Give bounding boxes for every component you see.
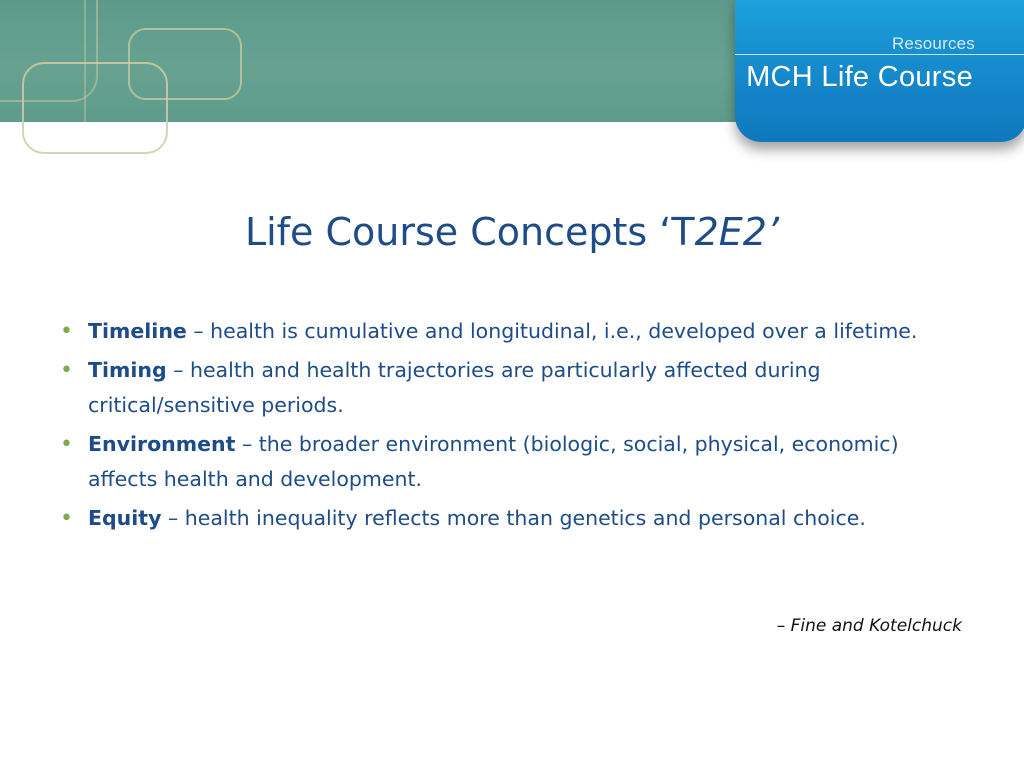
list-item-environment bbox=[60, 427, 960, 497]
list-item-timing bbox=[60, 353, 960, 423]
concept-list bbox=[60, 314, 960, 540]
bullet-term: Timing bbox=[88, 358, 167, 382]
slide-title-close: ’ bbox=[766, 210, 780, 254]
list-item-equity bbox=[60, 501, 960, 536]
bullet-dot-icon: • bbox=[60, 432, 73, 457]
brand-title: MCH Life Course bbox=[746, 61, 973, 93]
bullet-text: – health and health trajectories are particularly affected during critical/sensitive periods. bbox=[88, 358, 821, 417]
brand-subtitle: Resources bbox=[891, 34, 975, 53]
bullet-term: Timeline bbox=[88, 319, 187, 343]
slide-title bbox=[0, 210, 1024, 254]
bullet-dot-icon: • bbox=[60, 319, 73, 344]
bullet-dot-icon: • bbox=[60, 358, 73, 383]
bullet-term: Environment bbox=[88, 432, 236, 456]
decorative-rounded-frame bbox=[22, 62, 168, 154]
citation: – Fine and Kotelchuck bbox=[776, 616, 962, 636]
bullet-term: Equity bbox=[88, 506, 162, 530]
decorative-line bbox=[84, 0, 94, 122]
slide-title-emphasis: 2E2 bbox=[694, 210, 767, 254]
bullet-text: – the broader environment (biologic, social, physical, economic) affects health and development. bbox=[88, 432, 899, 491]
list-item-timeline bbox=[60, 314, 960, 349]
bullet-text: – health is cumulative and longitudinal, i.e., developed over a lifetime. bbox=[186, 319, 918, 343]
brand-divider bbox=[735, 54, 1024, 55]
bullet-dot-icon: • bbox=[60, 506, 73, 531]
brand-card bbox=[735, 0, 1024, 142]
slide-title-main: Life Course Concepts ‘T bbox=[244, 210, 695, 254]
bullet-text: – health inequality reflects more than genetics and personal choice. bbox=[161, 506, 866, 530]
